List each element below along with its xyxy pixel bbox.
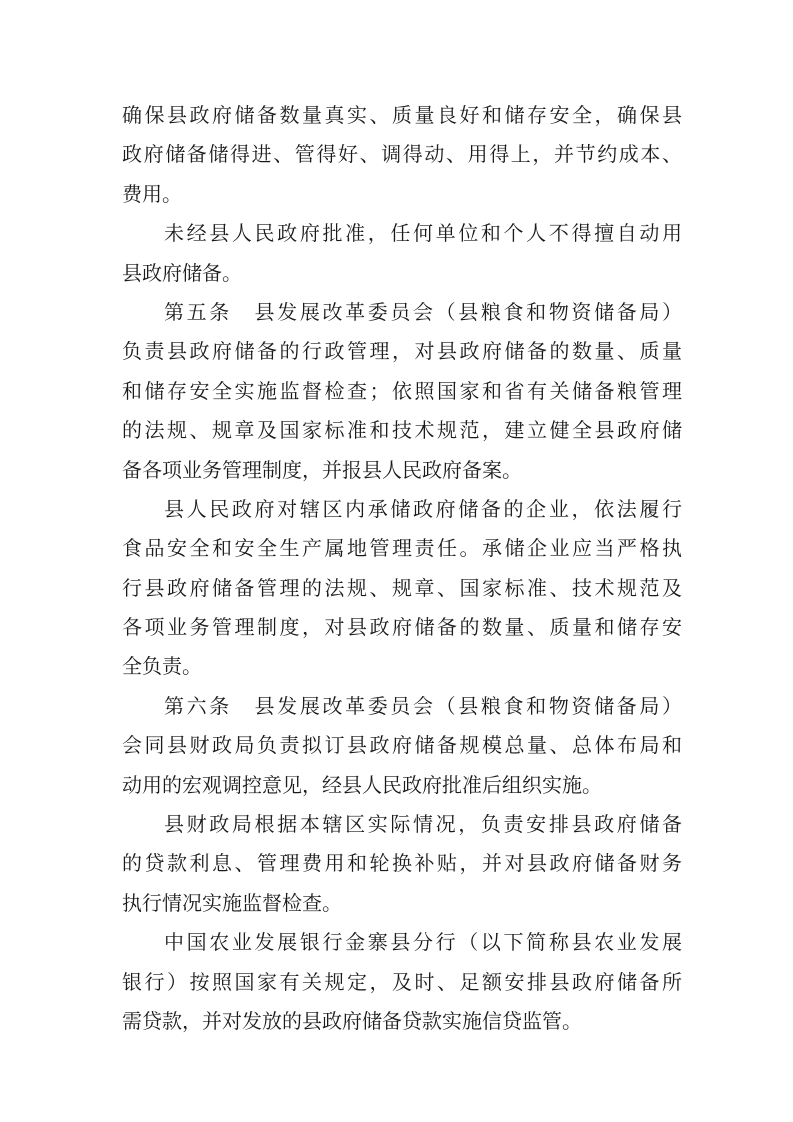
text-line: 政府储备储得进、管得好、调得动、用得上，并节约成本、 <box>122 142 682 167</box>
text-line: 第五条 县发展改革委员会（县粮食和物资储备局） <box>164 299 682 324</box>
text-line: 第六条 县发展改革委员会（县粮食和物资储备局） <box>164 693 682 718</box>
text-line: 县人民政府对辖区内承储政府储备的企业，依法履行 <box>164 496 682 521</box>
text-line: 和储存安全实施监督检查；依照国家和省有关储备粮管理 <box>122 378 682 403</box>
text-line: 县政府储备。 <box>122 260 242 285</box>
text-line: 会同县财政局负责拟订县政府储备规模总量、总体布局和 <box>122 733 682 758</box>
text-line: 备各项业务管理制度，并报县人民政府备案。 <box>122 457 522 482</box>
text-line: 确保县政府储备数量真实、质量良好和储存安全，确保县 <box>122 103 682 127</box>
document-body <box>122 96 682 1041</box>
text-line: 未经县人民政府批准，任何单位和个人不得擅自动用 <box>164 221 682 246</box>
text-line: 动用的宏观调控意见，经县人民政府批准后组织实施。 <box>122 772 602 797</box>
text-line: 费用。 <box>122 181 182 206</box>
text-line: 各项业务管理制度，对县政府储备的数量、质量和储存安 <box>122 615 682 640</box>
text-line: 的法规、规章及国家标准和技术规范，建立健全县政府储 <box>122 418 682 443</box>
text-line: 需贷款，并对发放的县政府储备贷款实施信贷监管。 <box>122 1008 582 1033</box>
text-line: 县财政局根据本辖区实际情况，负责安排县政府储备 <box>164 812 682 837</box>
text-line: 银行）按照国家有关规定，及时、足额安排县政府储备所 <box>122 969 682 994</box>
text-line: 食品安全和安全生产属地管理责任。承储企业应当严格执 <box>122 536 682 561</box>
text-line: 负责县政府储备的行政管理，对县政府储备的数量、质量 <box>122 339 682 364</box>
text-line: 中国农业发展银行金寨县分行（以下简称县农业发展 <box>164 930 682 955</box>
text-line: 执行情况实施监督检查。 <box>122 890 342 915</box>
text-line: 全负责。 <box>122 654 202 679</box>
text-line: 行县政府储备管理的法规、规章、国家标准、技术规范及 <box>122 575 682 600</box>
text-line: 的贷款利息、管理费用和轮换补贴，并对县政府储备财务 <box>122 851 682 876</box>
